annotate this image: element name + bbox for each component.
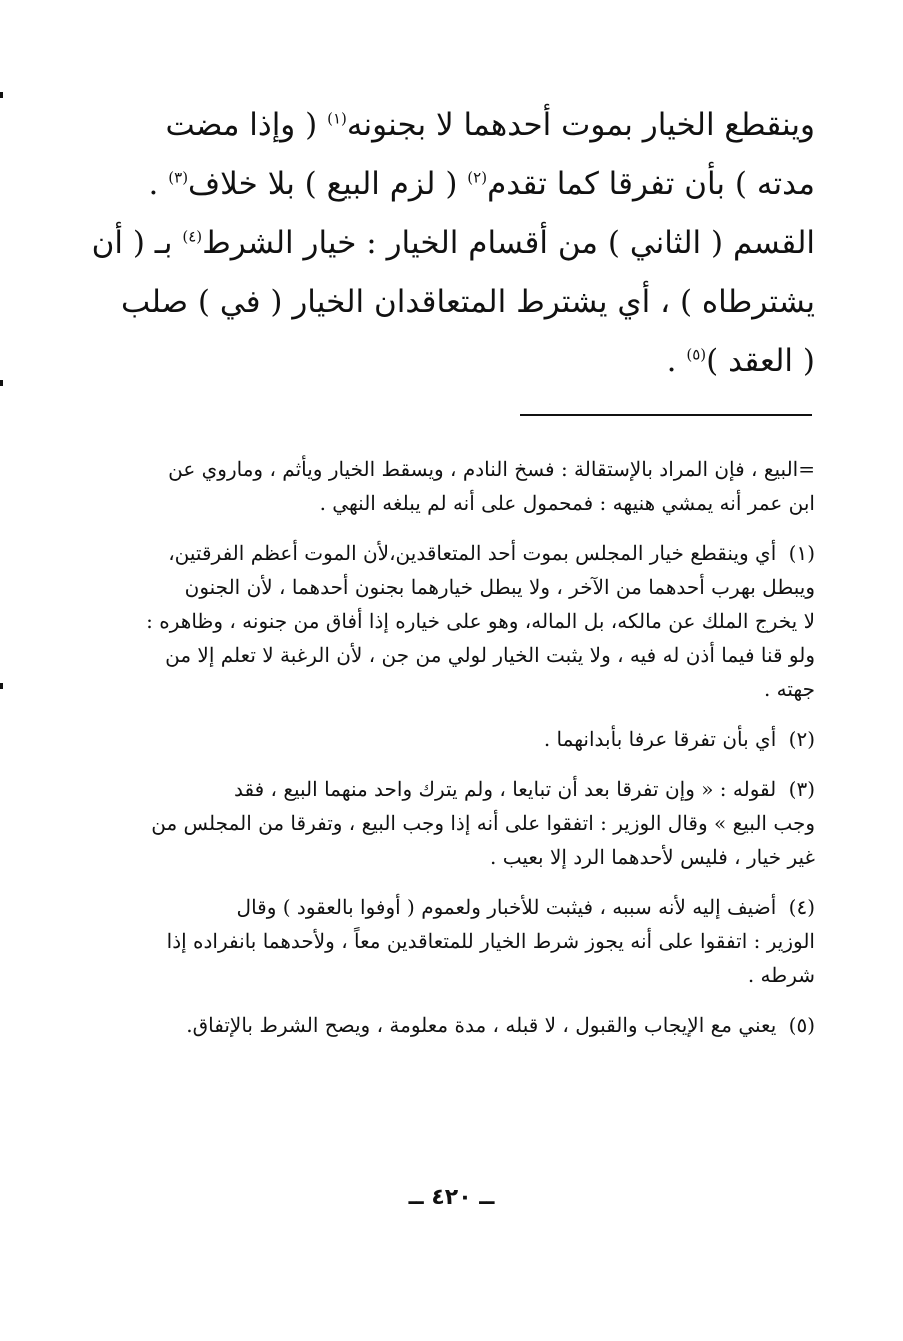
footnote-ref: (٢) xyxy=(467,168,488,187)
footnote-line: غير خيار ، فليس لأحدهما الرد إلا بعيب . xyxy=(490,845,815,869)
main-line: مدته ) بأن تفرقا كما تقدم$^{(٢)}$ ( لزم البيع ) بلا خلاف$^{(٣)}$ . xyxy=(148,166,815,202)
footnote-line: شرطه . xyxy=(747,963,815,987)
footnote-continuation xyxy=(80,452,815,520)
main-line: ( العقد )$^{(٥)}$ . xyxy=(666,343,815,379)
footnote-line: =البيع ، فإن المراد بالإستقالة : فسخ النادم ، ويسقط الخيار ويأثم ، وماروي عن xyxy=(168,457,815,481)
page-number: ــ ٤٢٠ ــ xyxy=(408,1185,495,1210)
footnote-separator xyxy=(520,414,812,416)
footnote-4 xyxy=(80,890,815,992)
main-line: يشترطاه ) ، أي يشترط المتعاقدان الخيار ( في ) صلب xyxy=(121,284,815,320)
margin-mark xyxy=(0,380,3,386)
footnote-line: ابن عمر أنه يمشي هنيهه : فمحمول على أنه لم يبلغه النهي . xyxy=(319,491,815,515)
footnote-line: (٣) لقوله : « وإن تفرقا بعد أن تبايعا ، ولم يترك واحد منهما البيع ، فقد xyxy=(234,777,815,801)
footnote-line: وجب البيع » وقال الوزير : اتفقوا على أنه إذا وجب البيع ، وتفرقا من المجلس من xyxy=(151,811,815,835)
main-line: القسم ( الثاني ) من أقسام الخيار : خيار الشرط$^{(٤)}$ بـ ( أن xyxy=(91,225,815,261)
main-text xyxy=(80,96,815,391)
footnotes xyxy=(80,452,815,1058)
footnote-line: لا يخرج الملك عن مالكه، بل الماله، وهو على خياره إذا أفاق من جنونه ، وظاهره : xyxy=(146,609,815,633)
footnote-line: (٥) يعني مع الإيجاب والقبول ، لا قبله ، مدة معلومة ، ويصح الشرط بالإتفاق. xyxy=(186,1013,815,1037)
footnote-ref: (١) xyxy=(327,109,347,128)
footnote-number: (٣) xyxy=(788,777,815,801)
footnote-number: (١) xyxy=(788,541,815,565)
footnote-1 xyxy=(80,536,815,706)
footnote-number: (٢) xyxy=(788,727,815,751)
footnote-ref: (٣) xyxy=(168,168,189,187)
footnote-3 xyxy=(80,772,815,874)
footnote-5 xyxy=(80,1008,815,1042)
footnote-ref: (٤) xyxy=(182,227,203,246)
footnote-line: الوزير : اتفقوا على أنه يجوز شرط الخيار للمتعاقدين معاً ، ولأحدهما بانفراده إذا xyxy=(166,929,815,953)
footnote-line: جهته . xyxy=(763,677,815,701)
margin-mark xyxy=(0,92,3,98)
footnote-line: ويبطل بهرب أحدهما من الآخر ، ولا يبطل خيارهما بجنون أحدهما ، لأن الجنون xyxy=(184,575,815,599)
footnote-line: (٢) أي بأن تفرقا عرفا بأبدانهما . xyxy=(543,727,815,751)
footnote-line: (٤) أضيف إليه لأنه سببه ، فيثبت للأخبار ولعموم ( أوفوا بالعقود ) وقال xyxy=(236,895,815,919)
footnote-line: ولو قنا فيما أذن له فيه ، ولا يثبت الخيار لولي من جن ، لأن الرغبة لا تعلم إلا من xyxy=(165,643,815,667)
footnote-ref: (٥) xyxy=(686,345,707,364)
footnote-number: (٤) xyxy=(788,895,815,919)
footnote-line: (١) أي وينقطع خيار المجلس بموت أحد المتعاقدين،لأن الموت أعظم الفرقتين، xyxy=(168,541,815,565)
margin-mark xyxy=(0,683,3,689)
footnote-number: (٥) xyxy=(788,1013,815,1037)
main-line: وينقطع الخيار بموت أحدهما لا بجنونه$^{(١)}$ ( وإذا مضت xyxy=(165,107,815,143)
footnote-2 xyxy=(80,722,815,756)
